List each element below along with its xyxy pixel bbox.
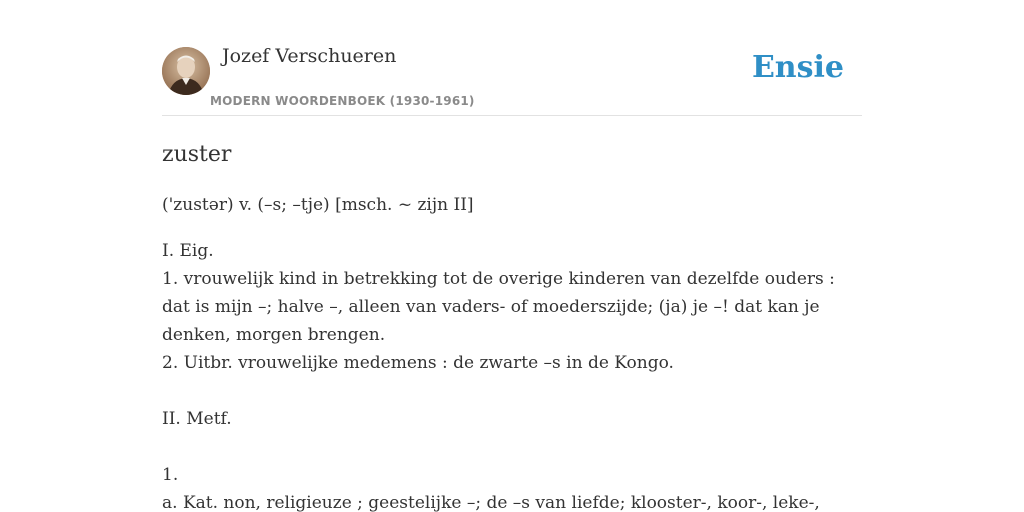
definition-line: I. Eig. (162, 241, 214, 261)
definition-spacer (162, 433, 862, 461)
author-avatar[interactable] (162, 47, 210, 95)
definition-line: a. Kat. non, religieuze ; geestelijke –; de –s van liefde; klooster-, koor-, leke-, (162, 493, 820, 512)
dictionary-entry (162, 141, 862, 512)
definition-spacer (162, 377, 862, 405)
ensie-logo-link[interactable]: Ensie (751, 50, 844, 85)
source-title[interactable]: MODERN WOORDENBOEK (1930-1961) (210, 94, 475, 108)
definition-line: 1. vrouwelijk kind in betrekking tot de overige kinderen van dezelfde ouders : dat is mijn –; halve –, alleen van vaders- of moederszijde; (ja) je –! dat kan je denken, morgen brengen. (162, 269, 835, 345)
content-column (162, 0, 862, 512)
entry-headword: zuster (162, 142, 232, 167)
definition-line: 2. Uitbr. vrouwelijke medemens : de zwarte –s in de Kongo. (162, 353, 674, 373)
definition-line: 1. (162, 465, 179, 485)
author-portrait-icon (162, 47, 210, 95)
entry-definition (162, 237, 862, 512)
entry-pronunciation: ('zustər) v. (–s; –tje) [msch. ~ zijn II] (162, 195, 474, 215)
entry-header (162, 0, 862, 116)
author-name[interactable]: Jozef Verschueren (222, 45, 397, 67)
definition-line: II. Metf. (162, 409, 232, 429)
